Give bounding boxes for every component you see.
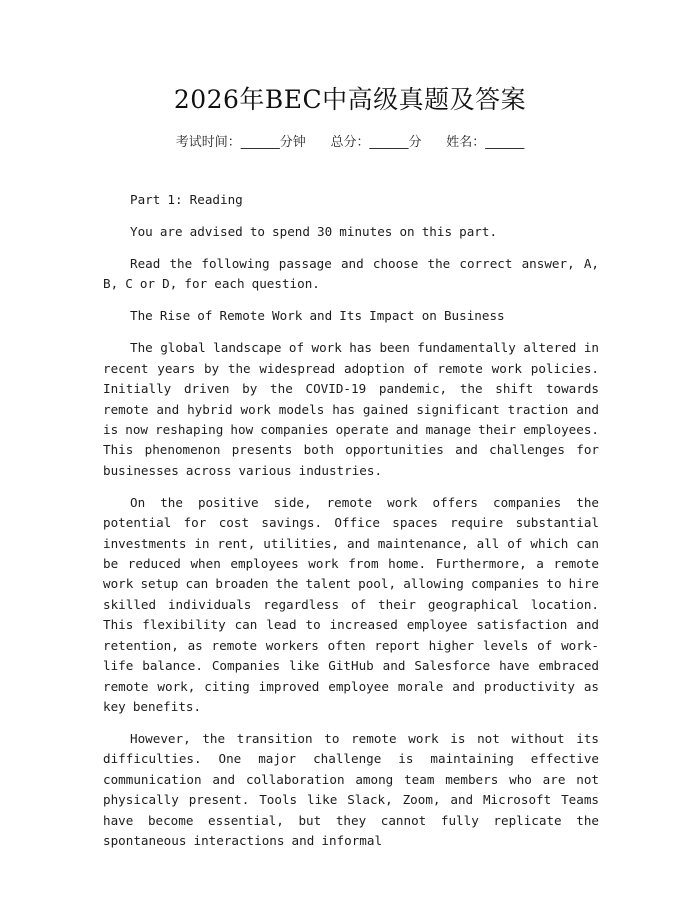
section-heading: Part 1: Reading [130,192,243,207]
document-title: 2026年BEC中高级真题及答案 [173,85,527,114]
instruction-text: You are advised to spend 30 minutes on this part. [130,224,498,239]
instruction-text: Read the following passage and choose the correct answer, A, B, C or D, for each question. [103,256,599,292]
exam-info-line: 考试时间：______分钟 总分：______分 姓名：______ [175,135,525,150]
passage-paragraph: On the positive side, remote work offers companies the potential for cost savings. Office spaces require substantial investments in rent, utilities, and maintenance, all of which can be reduced when employees work from home. Furthermore, a remote work setup can broaden the talent pool, allowing companies to hire skilled individuals regardless of their geographical location. This flexibility can lead to increased employee satisfaction and retention, as remote workers often report higher levels of work-life balance. Companies like GitHub and Salesforce have embraced remote work, citing improved employee morale and productivity as key benefits. [103,494,599,714]
passage-paragraph: The global landscape of work has been fundamentally altered in recent years by the widespread adoption of remote work policies. Initially driven by the COVID-19 pandemic, the shift towards remote and hybrid work models has gained significant traction and is now reshaping how companies operate and manage their employees. This phenomenon presents both opportunities and challenges for businesses across various industries. [103,340,599,478]
passage-paragraph: However, the transition to remote work is not without its difficulties. One major challenge is maintaining effective communication and collaboration among team members who are not physically present. Tools like Slack, Zoom, and Microsoft Teams have become essential, but they cannot fully replicate the spontaneous interactions and informal [103,730,599,848]
document-body [103,190,599,863]
passage-title: The Rise of Remote Work and Its Impact on Business [130,308,505,324]
